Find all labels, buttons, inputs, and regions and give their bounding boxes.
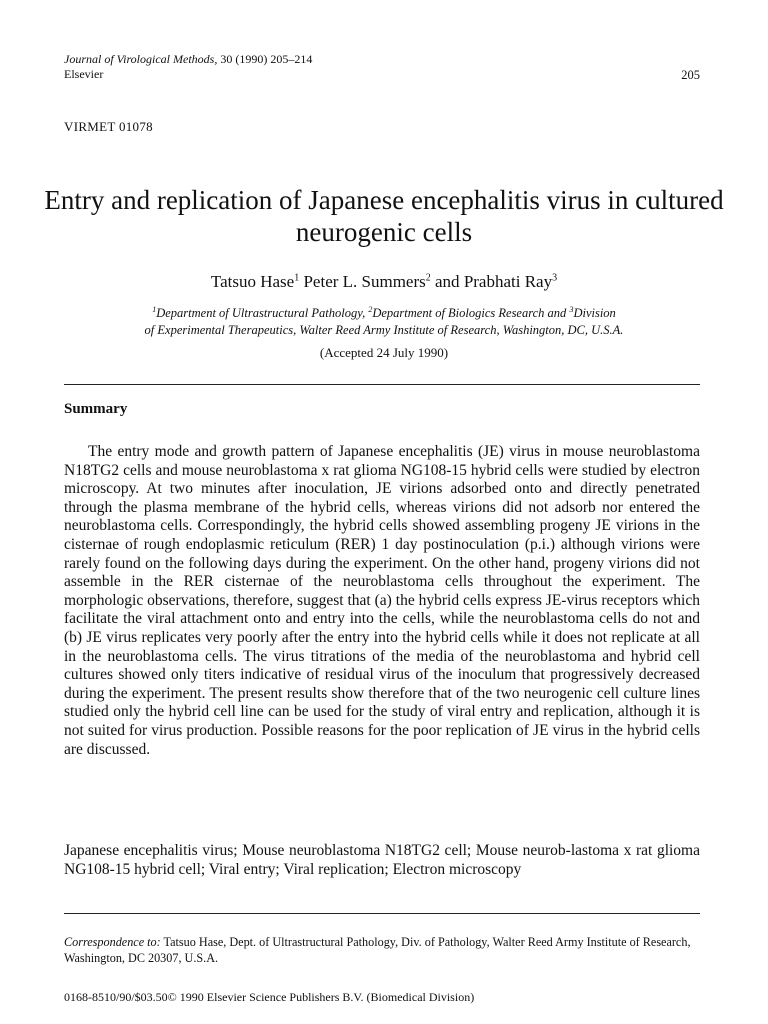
- author-name: Prabhati Ray: [463, 272, 553, 291]
- keywords: Japanese encephalitis virus; Mouse neuroblastoma N18TG2 cell; Mouse neurob-lastoma x rat glioma NG108-15 hybrid cell; Viral entry; Viral replication; Electron microscopy: [64, 842, 700, 878]
- affiliation-line: [40, 301, 728, 322]
- summary-heading: Summary: [64, 401, 128, 417]
- journal-volume-pages: 30 (1990) 205–214: [217, 52, 313, 66]
- divider: [64, 384, 700, 385]
- affiliations: [40, 301, 728, 339]
- affiliation-mark: 3: [569, 305, 574, 314]
- correspondence-label: Correspondence to:: [64, 935, 161, 949]
- article-code: VIRMET 01078: [64, 119, 153, 134]
- publisher: Elsevier: [64, 67, 104, 81]
- author-name: Tatsuo Hase: [210, 272, 295, 291]
- divider: [64, 913, 700, 914]
- affiliation-mark: 1: [152, 305, 157, 314]
- author-affiliation-mark: 3: [552, 272, 558, 284]
- affiliation-text: Department of Ultrastructural Pathology,: [156, 306, 369, 321]
- author-affiliation-mark: 2: [425, 272, 431, 284]
- copyright-line: 0168-8510/90/$03.50© 1990 Elsevier Science Publishers B.V. (Biomedical Division): [64, 990, 475, 1004]
- affiliation-line: of Experimental Therapeutics, Walter Reed Army Institute of Research, Washington, DC, U.S.A.: [144, 323, 624, 338]
- journal-name: Journal of Virological Methods,: [64, 52, 218, 66]
- author-affiliation-mark: 1: [294, 272, 300, 284]
- affiliation-text: Department of Biologics Research and: [372, 306, 570, 321]
- accepted-date: (Accepted 24 July 1990): [319, 345, 449, 360]
- affiliation-mark: 2: [368, 305, 373, 314]
- paper-title: Entry and replication of Japanese encephalitis virus in cultured neurogenic cells: [44, 185, 724, 247]
- author-list: Tatsuo Hase$^1$ Peter L. Summers$^2$ and Prabhati Ray$^3$: [210, 272, 558, 291]
- correspondence-text: Tatsuo Hase, Dept. of Ultrastructural Pathology, Div. of Pathology, Walter Reed Army Institute of Research, Washington, DC 20307, U.S.A.: [64, 935, 691, 965]
- author-name: Peter L. Summers: [303, 272, 426, 291]
- journal-citation: [64, 52, 312, 67]
- page-number: 205: [681, 68, 700, 82]
- affiliation-text: Division: [573, 306, 616, 321]
- correspondence-note: [64, 934, 700, 966]
- summary-body: The entry mode and growth pattern of Japanese encephalitis (JE) virus in mouse neuroblastoma N18TG2 cells and mouse neuroblastoma x rat glioma NG108-15 hybrid cells were studied by electron microscopy. At two minutes after inoculation, JE virions adsorbed onto and directly penetrated through the plasma membrane of the hybrid cells, whereas virions did not adsorb nor entered the neuroblastoma cells. Correspondingly, the hybrid cells showed assembling progeny JE virions in the cisternae of rough endoplasmic reticulum (RER) 1 day postinoculation (p.i.) although virions were rarely found on the following days during the experiment. On the other hand, progeny virions did not assemble in the RER cisternae of the neuroblastoma cells throughout the experiment. The morphologic observations, therefore, suggest that (a) the hybrid cells express JE-virus receptors which facilitate the viral attachment onto and entry into the cells, while the neuroblastoma cells do not and (b) JE virus replicates very poorly after the entry into the hybrid cells while it does not replicate at all in the neuroblastoma cells. The virus titrations of the media of the neuroblastoma and hybrid cell cultures showed only titers indicative of residual virus of the inoculum that progressively decreased during the experiment. The present results show therefore that of the two neurogenic cell culture lines studied only the hybrid cell line can be used for the study of viral entry and replication, although it is not suited for virus production. Possible reasons for the poor replication of JE virus in the hybrid cells are discussed.: [64, 443, 700, 758]
